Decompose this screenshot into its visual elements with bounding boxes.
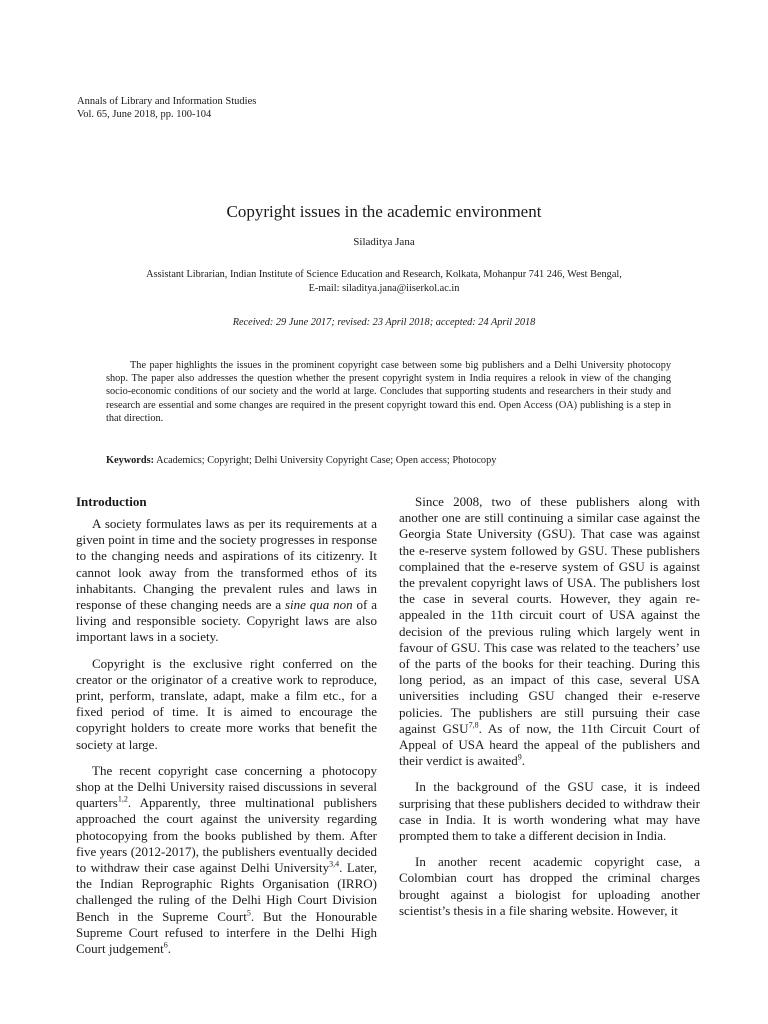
keywords	[106, 455, 496, 466]
p3-text-e: .	[167, 941, 171, 957]
p3-text-c: . Later, the Indian Reprographic Rights Organisation (IRRO) challenged the ruling of the Delhi High Court Division Bench in the Supreme Court	[76, 860, 377, 924]
paragraph-4	[399, 494, 700, 769]
keywords-list: Academics; Copyright; Delhi University Copyright Case; Open access; Photocopy	[156, 455, 497, 466]
left-column	[76, 494, 377, 967]
p4-text-b: . As of now, the 11th Circuit Court of Appeal of USA heard the appeal of the publishers and their verdict is awaited	[399, 720, 700, 769]
paragraph-3	[76, 763, 377, 957]
journal-header	[77, 95, 256, 121]
right-column	[399, 494, 700, 929]
p3-ref-4: 6	[163, 940, 168, 950]
p3-text-d: . But the Honourable Supreme Court refused to interfere in the Delhi High Court judgement	[76, 908, 377, 957]
p3-text-a: The recent copyright case concerning a photocopy shop at the Delhi University raised discussions in several quarters	[76, 762, 377, 811]
p4-ref-1: 7,8	[468, 720, 479, 730]
article-title: Copyright issues in the academic environment	[226, 202, 542, 221]
p3-ref-1: 1,2	[117, 794, 128, 804]
paragraph-5: In the background of the GSU case, it is indeed surprising that these publishers decided to withdraw their case in India. It is worth wondering what may have prompted them to take a different decision in India.	[399, 779, 700, 844]
p1-text-a: A society formulates laws as per its requirements at a given point in time and the society progresses in response to the changing needs and aspirations of its citizenry. It cannot look away from the transformed ethos of its inhabitants. Changing the prevalent rules and laws in response of these changing needs are a	[76, 516, 377, 613]
p4-ref-2: 9	[517, 752, 522, 762]
journal-name: Annals of Library and Information Studies	[77, 96, 257, 107]
article-dates: Received: 29 June 2017; revised: 23 April 2018; accepted: 24 April 2018	[232, 317, 536, 328]
paragraph-6: In another recent academic copyright case, a Colombian court has dropped the criminal charges brought against a biologist for uploading another scientist’s thesis in a file sharing website. However, it	[399, 854, 700, 918]
p3-text-b: . Apparently, three multinational publishers approached the court against the university regarding photocopying from the books published by them. After five years (2012-2017), the publishers eventually decided to withdraw their case against Delhi University	[76, 795, 377, 876]
p1-italic: sine qua non	[284, 597, 353, 613]
abstract: The paper highlights the issues in the prominent copyright case between some big publishers and a Delhi University photocopy shop. The paper also addresses the question whether the present copyright system in India requires a relook in view of the changing socio-economic conditions of our society and the world at large. Concludes that supporting students and researchers in their study and research are essential and some changes are required in the present copyright toward this end. Open Access (OA) publishing is a step in that direction.	[106, 360, 671, 424]
p4-text-a: Since 2008, two of these publishers along with another one are still continuing a similar case against the Georgia State University (GSU). That case was against the e-reserve system followed by GSU. These publishers complained that the e-reserve system of GSU is against the prevalent copyright laws of USA. The publishers lost the case in several courts. However, they again re-appealed in the 11th circuit court of USA against the decision of the previous ruling which largely went in favour of GSU. This case was related to the teachers’ use of the parts of the books for their teaching. During this long period, as an impact of this case, several USA universities including GSU changed their e-reserve policies. The publishers are still pursuing their case against GSU	[399, 494, 700, 736]
p3-ref-3: 5	[246, 908, 251, 918]
article-author: Siladitya Jana	[353, 236, 415, 248]
author-affiliation	[0, 268, 768, 296]
keywords-label: Keywords:	[106, 455, 155, 466]
paragraph-2: Copyright is the exclusive right conferred on the creator or the originator of a creative work to reproduce, print, perform, translate, adapt, make a film etc., for a fixed period of time. It is aimed to encourage the copyright holders to create more works that benefit the society at large.	[76, 655, 377, 752]
p4-text-c: .	[521, 753, 526, 769]
paragraph-1	[76, 516, 377, 646]
author-email: E-mail: siladitya.jana@iiserkol.ac.in	[308, 283, 460, 294]
affiliation-text: Assistant Librarian, Indian Institute of Science Education and Research, Kolkata, Mohanpur 741 246, West Bengal,	[146, 269, 622, 280]
p1-text-b: of a living and responsible society. Copyright laws are also important laws in a society.	[76, 597, 377, 645]
p3-ref-2: 3,4	[329, 859, 340, 869]
journal-volume: Vol. 65, June 2018, pp. 100-104	[77, 109, 212, 120]
section-heading-introduction: Introduction	[76, 494, 147, 509]
